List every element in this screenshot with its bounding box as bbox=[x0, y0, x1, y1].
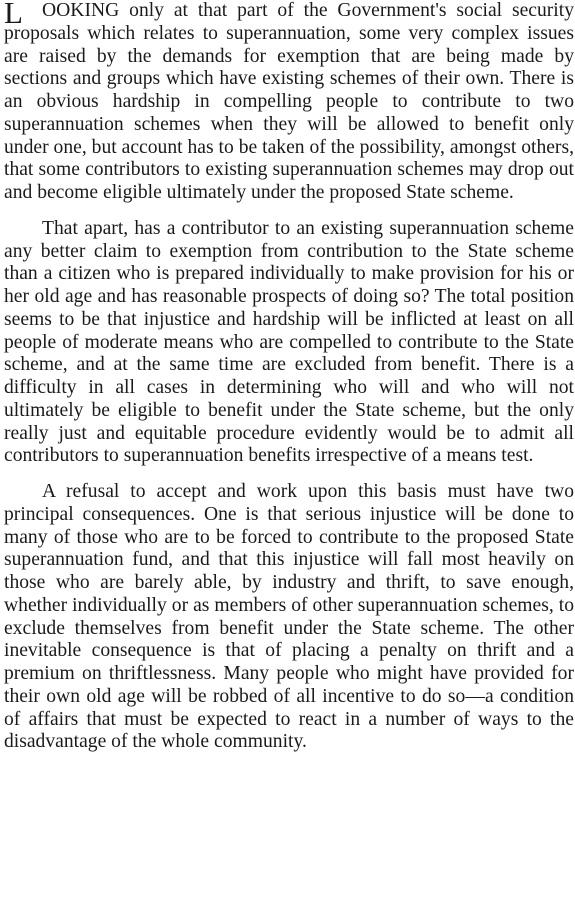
paragraph-1-block bbox=[4, 0, 574, 205]
paragraph-3: A refusal to accept and work upon this basis must have two principal consequences. One is that serious injustice will be done to many of those who are to be forced to contribute to the proposed State superannuation fund, and that this injustice will fall most heavily on those who are barely able, by industry and thrift, to save enough, whether individually or as members of other superannuation schemes, to exclude themselves from benefit under the State scheme. The other inevitable consequence is that of placing a penalty on thrift and a premium on thriftlessness. Many people who might have provided for their own old age will be robbed of all incentive to do so—a condition of affairs that must be expected to react in a number of ways to the disadvantage of the whole community. bbox=[4, 481, 574, 753]
paragraph-1: OOKING only at that part of the Government's social security proposals which relates to superannuation, some very complex issues are raised by the demands for exemption that are being made by sections and groups which have existing schemes of their own. There is an obvious hardship in compelling people to contribute to two superannuation schemes when they will be allowed to benefit only under one, but account has to be taken of the possibility, amongst others, that some contributors to existing superannuation schemes may drop out and become eligible ultimately under the proposed State scheme. bbox=[4, 0, 574, 203]
paragraph-2: That apart, has a contributor to an existing superannuation scheme any better claim to exemption from contribution to the State scheme than a citizen who is prepared individually to make provision for his or her old age and has reasonable prospects of doing so? The total position seems to be that injustice and hardship will be inflicted at least on all people of moderate means who are compelled to contribute to the State scheme, and at the same time are excluded from benefit. There is a difficulty in all cases in determining who will and who will not ultimately be eligible to benefit under the State scheme, but the only really just and equitable procedure evidently would be to admit all contributors to superannuation benefits irrespective of a means test. bbox=[4, 217, 574, 467]
drop-cap: L bbox=[4, 0, 23, 30]
newspaper-article bbox=[4, 0, 574, 899]
